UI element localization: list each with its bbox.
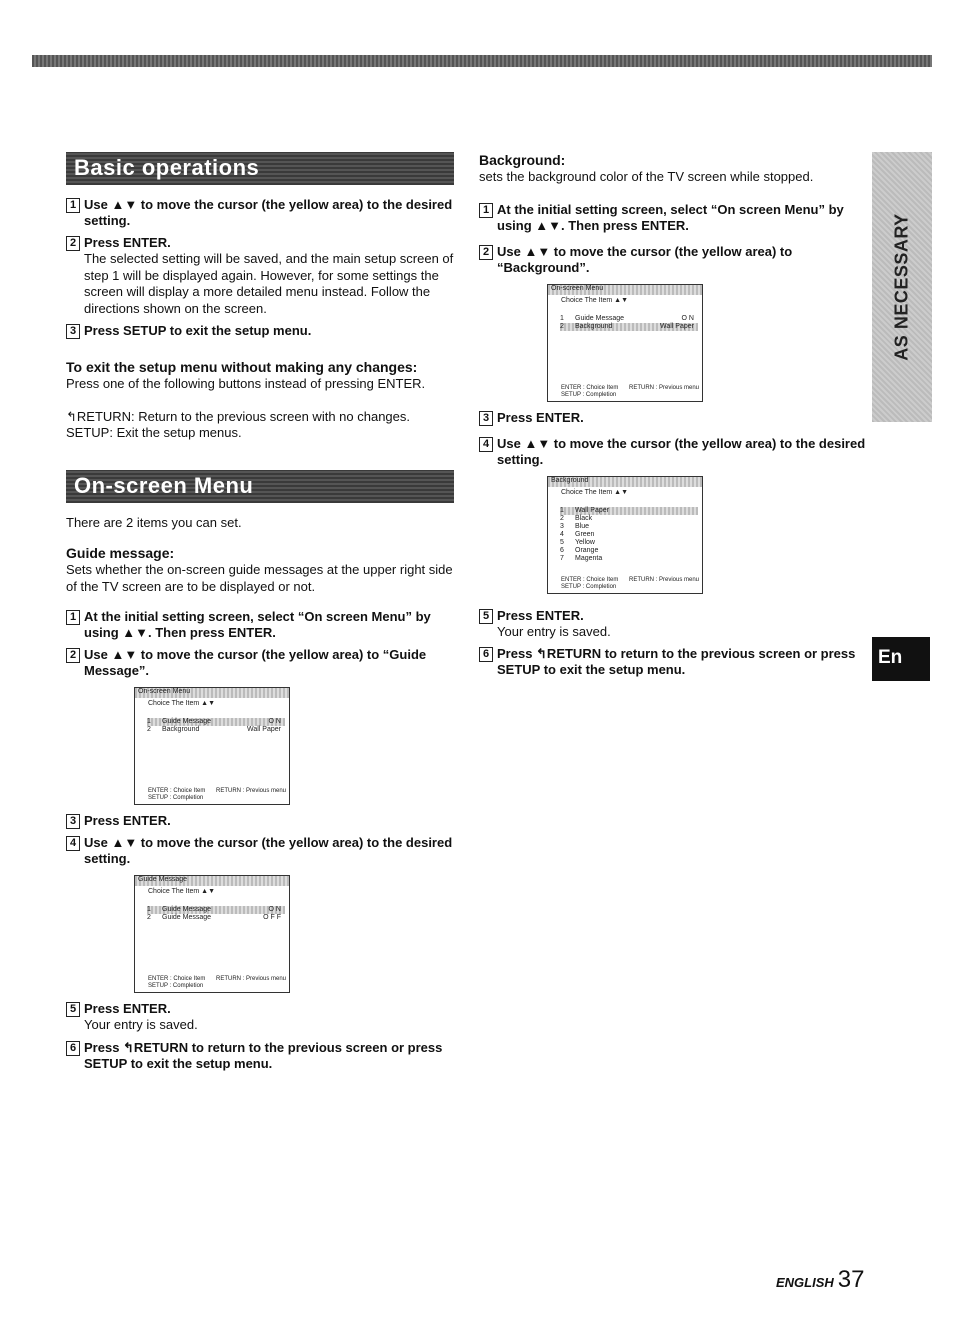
onscreen-menu-header: On-screen Menu (66, 470, 454, 503)
screen-background: Background Choice The Item ▲▼ 1 Wall Paper 2 Black 3 Blue 4 Green 5 Yellow 6 Orange 7 Magenta ENTER : Choice Item RETURN : Previous menu SETUP : Completion (547, 476, 703, 594)
guide-step-5: 5 Press ENTER. Your entry is saved. (66, 1001, 454, 1034)
bg-step-1: 1 At the initial setting screen, select “On screen Menu” by using ▲▼. Then press ENTER. (479, 202, 867, 234)
screen-row: 2 Background Wall Paper (560, 323, 698, 331)
guide-step-6: 6 Press ↰RETURN to return to the previous screen or press SETUP to exit the setup menu. (66, 1040, 454, 1072)
bg-step-6: 6 Press ↰RETURN to return to the previous screen or press SETUP to exit the setup menu. (479, 646, 867, 678)
screen-onscreen-menu: On-screen Menu Choice The Item ▲▼ 1 Guide Message O N 2 Background Wall Paper ENTER : Choice Item RETURN : Previous menu SETUP : Completion (134, 687, 290, 805)
bg-step-4: 4 Use ▲▼ to move the cursor (the yellow area) to the desired setting. (479, 436, 867, 468)
guide-step-2: 2 Use ▲▼ to move the cursor (the yellow area) to “Guide Message”. (66, 647, 454, 679)
screen-onscreen-menu-bg: On-screen Menu Choice The Item ▲▼ 1 Guide Message O N 2 Background Wall Paper ENTER : Choice Item RETURN : Previous menu SETUP : Completion (547, 284, 703, 402)
exit-body: Press one of the following buttons instead of pressing ENTER. (66, 376, 426, 391)
screen-row: 5 Yellow (560, 538, 595, 546)
background-heading: Background: (479, 152, 566, 168)
screen-row: 2 Background Wall Paper (147, 726, 281, 733)
guide-step-1: 1 At the initial setting screen, select “On screen Menu” by using ▲▼. Then press ENTER. (66, 609, 454, 641)
guide-message-heading: Guide message: (66, 545, 175, 561)
basic-step-1: 1 Use ▲▼ to move the cursor (the yellow area) to the desired setting. (66, 197, 454, 229)
setup-line: SETUP: Exit the setup menus. (66, 425, 242, 440)
onscreen-intro: There are 2 items you can set. (66, 514, 242, 530)
basic-step-2-body: The selected setting will be saved, and the main setup screen of step 1 will be displayed again. However, for some settings the screen will display a more detailed menu instead. Follow the directions shown on the screen. (84, 251, 454, 316)
screen-row: 1 Wall Paper (560, 507, 698, 515)
return-line: ↰RETURN: Return to the previous screen with no changes. (66, 408, 410, 424)
footer-language: ENGLISH (776, 1275, 834, 1290)
guide-step-3: 3 Press ENTER. (66, 813, 454, 829)
language-tab: En (872, 637, 930, 681)
screen-row: 2 Guide Message O F F (147, 914, 281, 921)
screen-row: 2 Black (560, 514, 593, 522)
basic-step-3: 3 Press SETUP to exit the setup menu. (66, 323, 454, 339)
bg-step-2: 2 Use ▲▼ to move the cursor (the yellow area) to “Background”. (479, 244, 867, 276)
page-number: 37 (837, 1266, 865, 1293)
right-column (479, 152, 867, 684)
screen-row: 3 Blue (560, 522, 590, 530)
as-necessary-tab: AS NECESSARY (872, 152, 932, 422)
screen-row: 1 Guide Message O N (560, 314, 694, 322)
screen-row: 6 Orange (560, 546, 599, 554)
screen-row: 1 Guide Message O N (147, 906, 285, 914)
left-column (66, 152, 454, 1078)
page-footer (776, 1266, 865, 1294)
screen-row: 7 Magenta (560, 554, 603, 562)
background-body: sets the background color of the TV screen while stopped. (479, 169, 814, 184)
bg-step-5: 5 Press ENTER. Your entry is saved. (479, 608, 867, 641)
screen-guide-message: Guide Message Choice The Item ▲▼ 1 Guide Message O N 2 Guide Message O F F ENTER : Choice Item RETURN : Previous menu SETUP : Completion (134, 875, 290, 993)
guide-step-4: 4 Use ▲▼ to move the cursor (the yellow area) to the desired setting. (66, 835, 454, 867)
exit-heading: To exit the setup menu without making any changes: (66, 359, 418, 375)
screen-row: 1 Guide Message O N (147, 718, 285, 726)
guide-message-body: Sets whether the on-screen guide messages at the upper right side of the TV screen are to be displayed or not. (66, 562, 453, 594)
basic-operations-header: Basic operations (66, 152, 454, 185)
top-rule (32, 55, 932, 67)
basic-step-2: 2 Press ENTER. The selected setting will be saved, and the main setup screen of step 1 will be displayed again. However, for some settings the screen will display a more detailed menu instead. Follow the directions shown on the screen. (66, 235, 454, 317)
screen-row: 4 Green (560, 530, 595, 538)
bg-step-3: 3 Press ENTER. (479, 410, 867, 426)
